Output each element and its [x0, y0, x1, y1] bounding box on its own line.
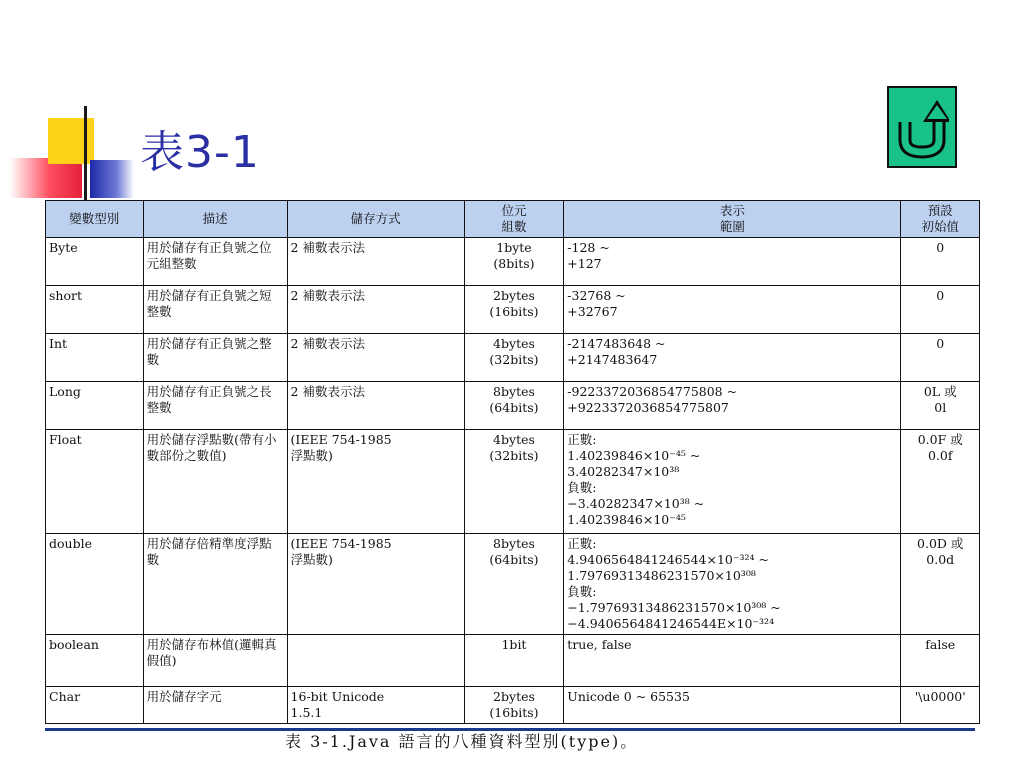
return-arrow-icon: [895, 94, 949, 160]
cell-bytes: 4bytes (32bits): [464, 334, 564, 382]
data-types-table: [45, 200, 995, 724]
table-row: [46, 238, 980, 286]
cell-range: 正數: 1.40239846×10⁻⁴⁵ ~ 3.40282347×10³⁸ 負數: −3.40282347×10³⁸ ~ 1.40239846×10⁻⁴⁵: [564, 430, 901, 534]
cell-range: -9223372036854775808 ~ +9223372036854775807: [564, 382, 901, 430]
cell-bytes: 8bytes (64bits): [464, 382, 564, 430]
cell-range: -128 ~ +127: [564, 238, 901, 286]
table-row: [46, 382, 980, 430]
table-row: [46, 687, 980, 724]
slide-title: 表3-1: [140, 127, 260, 178]
table-row: [46, 430, 980, 534]
cell-type: Int: [46, 334, 144, 382]
cell-default: 0: [901, 334, 980, 382]
cell-storage: (IEEE 754-1985 浮點數): [287, 430, 464, 534]
cell-bytes: 1bit: [464, 635, 564, 687]
cell-storage: 2 補數表示法: [287, 382, 464, 430]
cell-range: Unicode 0 ~ 65535: [564, 687, 901, 724]
cell-type: boolean: [46, 635, 144, 687]
cell-description: 用於儲存有正負號之短整數: [143, 286, 287, 334]
cell-type: double: [46, 534, 144, 635]
cell-default: 0: [901, 286, 980, 334]
cell-description: 用於儲存布林值(邏輯真假值): [143, 635, 287, 687]
table-row: [46, 534, 980, 635]
cell-bytes: 8bytes (64bits): [464, 534, 564, 635]
table-row: [46, 286, 980, 334]
cell-default: 0.0F 或 0.0f: [901, 430, 980, 534]
cell-default: 0: [901, 238, 980, 286]
cell-range: -2147483648 ~ +2147483647: [564, 334, 901, 382]
cell-storage: [287, 635, 464, 687]
cell-bytes: 2bytes (16bits): [464, 687, 564, 724]
cell-description: 用於儲存有正負號之位元組整數: [143, 238, 287, 286]
header-description: 描述: [143, 201, 287, 238]
cell-bytes: 4bytes (32bits): [464, 430, 564, 534]
cell-type: Long: [46, 382, 144, 430]
decor-red-block: [10, 158, 82, 198]
cell-description: 用於儲存浮點數(帶有小數部份之數值): [143, 430, 287, 534]
return-button[interactable]: [887, 86, 957, 168]
cell-type: short: [46, 286, 144, 334]
cell-storage: 2 補數表示法: [287, 286, 464, 334]
cell-range: 正數: 4.9406564841246544×10⁻³²⁴ ~ 1.79769313486231570×10³⁰⁸ 負數: −1.79769313486231570×10³⁰⁸ ~ −4.9406564841246544E×10⁻³²⁴: [564, 534, 901, 635]
table-header-row: [46, 201, 980, 238]
cell-description: 用於儲存字元: [143, 687, 287, 724]
table-caption: 表 3-1.Java 語言的八種資料型別(type)。: [285, 732, 639, 751]
decor-vertical-line: [84, 106, 87, 202]
cell-default: 0.0D 或 0.0d: [901, 534, 980, 635]
header-storage: 儲存方式: [287, 201, 464, 238]
cell-range: true, false: [564, 635, 901, 687]
cell-storage: 2 補數表示法: [287, 238, 464, 286]
cell-type: Char: [46, 687, 144, 724]
cell-storage: 2 補數表示法: [287, 334, 464, 382]
cell-bytes: 2bytes (16bits): [464, 286, 564, 334]
cell-default: '\u0000': [901, 687, 980, 724]
table-row: [46, 635, 980, 687]
header-default: 預設 初始值: [901, 201, 980, 238]
header-bytes: 位元 組數: [464, 201, 564, 238]
header-type: 變數型別: [46, 201, 144, 238]
cell-storage: (IEEE 754-1985 浮點數): [287, 534, 464, 635]
cell-default: false: [901, 635, 980, 687]
cell-bytes: 1byte (8bits): [464, 238, 564, 286]
cell-description: 用於儲存倍精準度浮點數: [143, 534, 287, 635]
decor-yellow-block: [48, 118, 94, 164]
cell-storage: 16-bit Unicode 1.5.1: [287, 687, 464, 724]
table-row: [46, 334, 980, 382]
decor-blue-block: [90, 160, 134, 198]
cell-description: 用於儲存有正負號之長整數: [143, 382, 287, 430]
cell-type: Byte: [46, 238, 144, 286]
cell-description: 用於儲存有正負號之整數: [143, 334, 287, 382]
header-range: 表示 範圍: [564, 201, 901, 238]
cell-range: -32768 ~ +32767: [564, 286, 901, 334]
cell-type: Float: [46, 430, 144, 534]
cell-default: 0L 或 0l: [901, 382, 980, 430]
